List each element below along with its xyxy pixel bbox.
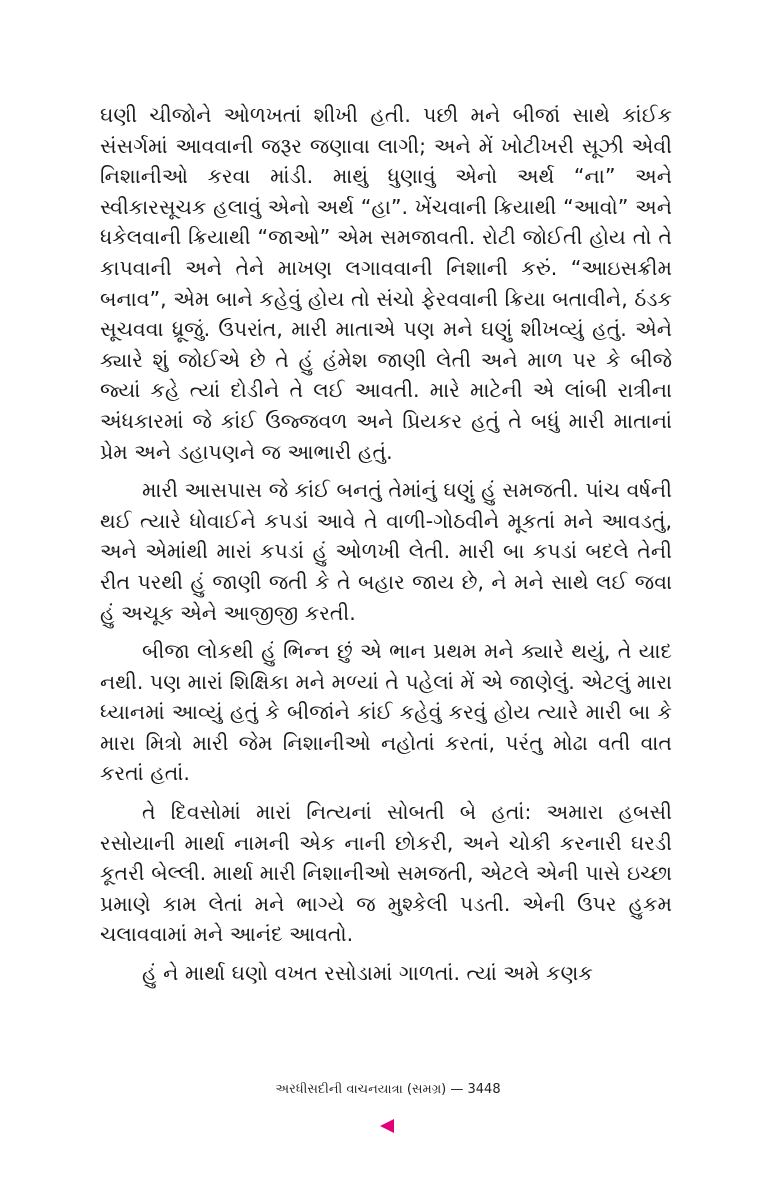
paragraph-1: ઘણી ચીજોને ઓળખતાં શીખી હતી. પછી મને બીજાં સાથે કાંઈક સંસર્ગમાં આવવાની જરૂર જણાવા લાગી; અને મેં ખોટીખરી સૂઝી એવી નિશાનીઓ કરવા માંડી. માથું ધુણાવું એનો અર્થ “ના” અને સ્વીકારસૂચક હલાવું એનો અર્થ “હા”. ખેંચવાની ક્રિયાથી “આવો” અને ધકેલવાની ક્રિયાથી “જાઓ” એમ સમજાવતી. રોટી જોઈતી હોય તો તે કાપવાની અને તેને માખણ લગાવવાની નિશાની કરું. “આઇસક્રીમ બનાવ”, એમ બાને કહેવું હોય તો સંચો ફેરવવાની ક્રિયા બતાવીને, ઠંડક સૂચવવા ધ્રૂજું. ઉપરાંત, મારી માતાએ પણ મને ઘણું શીખવ્યું હતું. એને ક્યારે શું જોઈએ છે તે હું હંમેશ જાણી લેતી અને માળ પર કે બીજે જ્યાં કહે ત્યાં દોડીને તે લઈ આવતી. મારે માટેની એ લાંબી રાત્રીના અંધકારમાં જે કાંઈ ઉજ્જવળ અને પ્રિયકર હતું તે બધું મારી માતાનાં પ્રેમ અને ડહાપણને જ આભારી હતું. [100,103,672,464]
paragraph-3: બીજા લોકથી હું ભિન્ન છું એ ભાન પ્રથમ મને ક્યારે થયું, તે યાદ નથી. પણ મારાં શિક્ષિકા મને મળ્યાં તે પહેલાં મેં એ જાણેલું. એટલું મારા ધ્યાનમાં આવ્યું હતું કે બીજાંને કાંઈ કહેવું કરવું હોય ત્યારે મારી બા કે મારા મિત્રો મારી જેમ નિશાનીઓ નહોતાં કરતાં, પરંતુ મોઢા વતી વાત કરતાં હતાં. [100,639,672,786]
page-body [100,100,672,997]
paragraph-4: તે દિવસોમાં મારાં નિત્યનાં સોબતી બે હતાં: અમારા હબસી રસોયાની માર્થા નામની એક નાની છોકરી, અને ચોકી કરનારી ઘરડી કૂતરી બેલ્લી. માર્થા મારી નિશાનીઓ સમજતી, એટલે એની પાસે ઇચ્છા પ્રમાણે કામ લેતાં મને ભાગ્યે જ મુશ્કેલી પડતી. એની ઉપર હુકમ ચલાવવામાં મને આનંદ આવતો. [100,800,672,947]
paragraph-5: હું ને માર્થા ઘણો વખત રસોડામાં ગાળતાં. ત્યાં અમે કણક [142,961,593,986]
page-footer: અરધીસદીની વાચનયાત્રા (સમગ્ર) — 3448 [275,1082,501,1097]
paragraph-2: મારી આસપાસ જે કાંઈ બનતું તેમાંનું ઘણું હું સમજતી. પાંચ વર્ષની થઈ ત્યારે ધોવાઈને કપડાં આવે તે વાળી-ગોઠવીને મૂકતાં મને આવડતું, અને એમાંથી મારાં કપડાં હું ઓળખી લેતી. મારી બા કપડાં બદલે તેની રીત પરથી હું જાણી જતી કે તે બહાર જાય છે, ને મને સાથે લઈ જવા હું અચૂક એને આજીજી કરતી. [100,478,672,625]
previous-page-arrow-icon[interactable] [380,1119,394,1133]
